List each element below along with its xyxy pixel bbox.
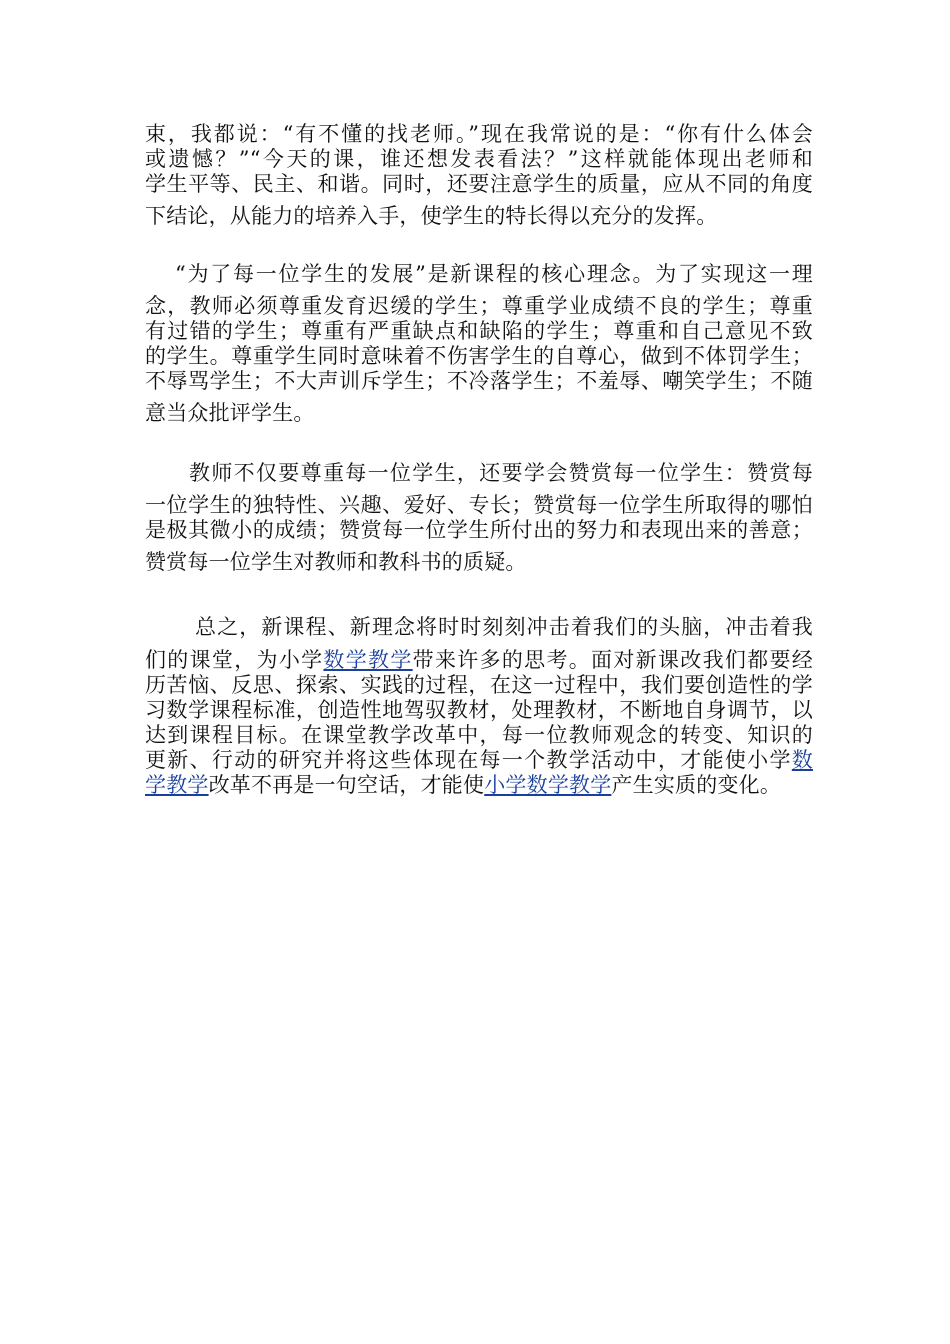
math-teaching-link-2[interactable]: 数 [791,748,813,772]
text-segment: 产生实质的变化。 [611,773,782,797]
text-segment: 们的课堂，为小学 [145,648,324,672]
text-line: 一位学生的独特性、兴趣、爱好、专长；赞赏每一位学生所取得的哪怕 [145,493,813,517]
text-line: 达到课程目标。在课堂教学改革中，每一位教师观念的转变、知识的 [145,723,813,747]
text-segment: 改革不再是一句空话，才能使 [208,773,485,797]
text-line: 意当众批评学生。 [145,401,315,425]
text-line: 总之，新课程、新理念将时时刻刻冲击着我们的头脑，冲击着我 [195,615,813,639]
text-line: 教师不仅要尊重每一位学生，还要学会赞赏每一位学生：赞赏每 [189,461,813,485]
text-line [145,748,813,773]
text-line: 不辱骂学生；不大声训斥学生；不冷落学生；不羞辱、嘲笑学生；不随 [145,369,813,393]
text-line [145,648,813,673]
text-line: 束，我都说：“有不懂的找老师。”现在我常说的是：“你有什么体会 [145,122,813,146]
text-line: 下结论，从能力的培养入手，使学生的特长得以充分的发挥。 [145,204,718,228]
math-teaching-link[interactable]: 数学教学 [323,648,413,672]
text-line [145,773,813,798]
text-line: 历苦恼、反思、探索、实践的过程，在这一过程中，我们要创造性的学 [145,673,813,697]
text-line: 习数学课程标准，创造性地驾驭教材，处理教材，不断地自身调节，以 [145,698,813,722]
text-segment: 带来许多的思考。面对新课改我们都要经 [412,648,813,672]
paragraph-2 [145,262,813,426]
paragraph-3 [145,461,813,575]
text-line: 赞赏每一位学生对教师和教科书的质疑。 [145,550,527,574]
text-segment: 更新、行动的研究并将这些体现在每一个教学活动中，才能使小学 [145,748,792,772]
paragraph-4 [145,615,813,798]
text-line: 念，教师必须尊重发育迟缓的学生；尊重学业成绩不良的学生；尊重 [145,294,813,318]
text-line: 有过错的学生；尊重有严重缺点和缺陷的学生；尊重和自己意见不致 [145,319,813,343]
text-line: 或遗憾？”“今天的课，谁还想发表看法？”这样就能体现出老师和 [145,147,813,171]
text-line: 是极其微小的成绩；赞赏每一位学生所付出的努力和表现出来的善意； [145,518,813,542]
math-teaching-link-2-cont[interactable]: 学教学 [145,773,209,797]
paragraph-1 [145,122,813,229]
text-line: “为了每一位学生的发展”是新课程的核心理念。为了实现这一理 [175,262,813,286]
primary-math-teaching-link[interactable]: 小学数学教学 [484,773,612,797]
text-line: 的学生。尊重学生同时意味着不伤害学生的自尊心，做到不体罚学生； [145,344,813,368]
text-line: 学生平等、民主、和谐。同时，还要注意学生的质量，应从不同的角度 [145,172,813,196]
